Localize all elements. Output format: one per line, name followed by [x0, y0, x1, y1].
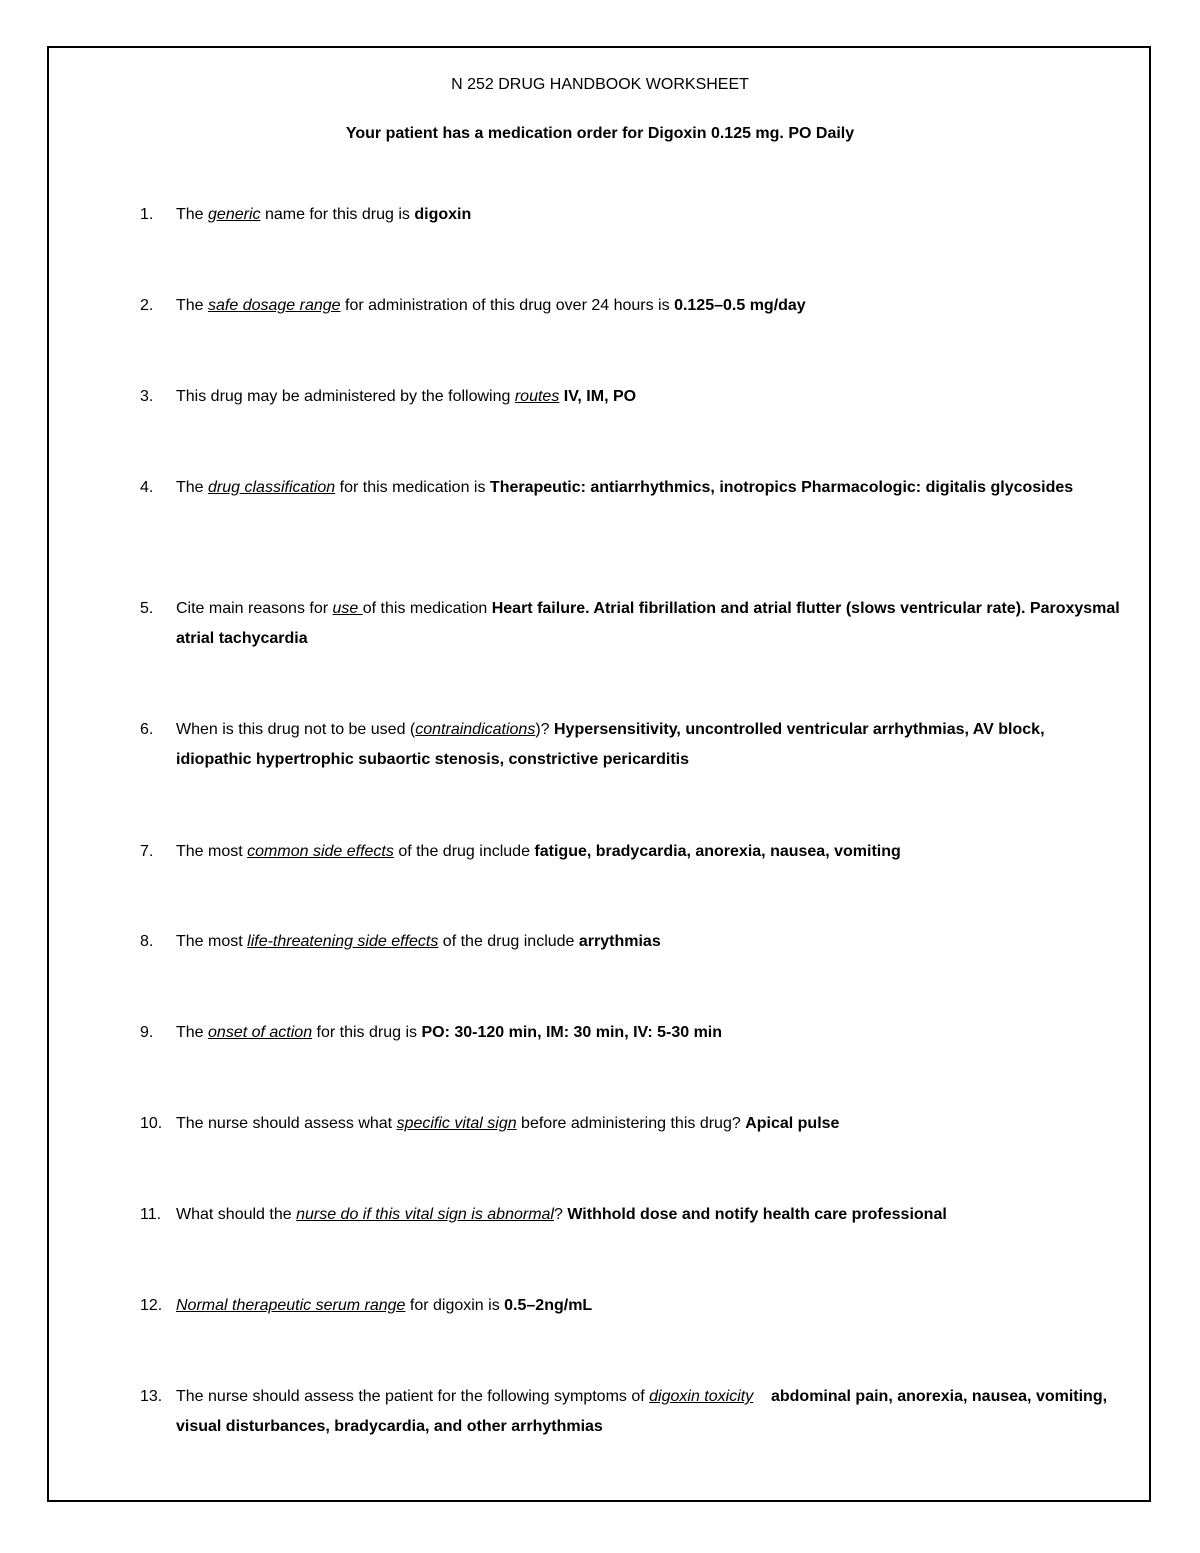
question-number: 12. [140, 1297, 163, 1314]
question-number: 8. [140, 933, 154, 950]
question-3 [140, 382, 1120, 412]
question-text: for digoxin is [405, 1297, 505, 1314]
question-term: Normal therapeutic serum range [176, 1297, 406, 1314]
question-term: common side effects [247, 843, 394, 860]
question-12 [140, 1291, 1120, 1321]
answer-text: fatigue, bradycardia, anorexia, nausea, vomiting [534, 843, 901, 860]
question-text: Cite main reasons for [176, 600, 333, 617]
question-term: drug classification [208, 479, 336, 496]
question-text: The [176, 297, 209, 314]
question-8 [140, 927, 1120, 957]
question-11 [140, 1200, 1120, 1230]
answer-text: Withhold dose and notify health care professional [567, 1206, 947, 1223]
answer-text: digoxin [414, 206, 472, 223]
answer-text: Hypersensitivity, uncontrolled ventricular arrhythmias, AV block, idiopathic hypertrophic subaortic stenosis, constrictive pericarditis [176, 721, 1045, 768]
question-text: This drug may be administered by the following [176, 388, 515, 405]
question-number: 9. [140, 1024, 154, 1041]
question-text: When is this drug not to be used ( [176, 721, 416, 738]
answer-text: 0.125–0.5 mg/day [674, 297, 806, 314]
question-text: The nurse should assess the patient for the following symptoms of [176, 1388, 650, 1405]
question-text: The [176, 206, 209, 223]
question-text: before administering this drug? [516, 1115, 746, 1132]
question-text: for this drug is [312, 1024, 422, 1041]
question-text: What should the [176, 1206, 297, 1223]
question-5 [140, 594, 1120, 654]
question-text: of the drug include [393, 843, 535, 860]
question-text: of the drug include [438, 933, 579, 950]
question-2 [140, 291, 1120, 321]
question-number: 6. [140, 721, 154, 738]
question-term: life-threatening side effects [247, 933, 439, 950]
answer-text: Heart failure. Atrial fibrillation and atrial flutter (slows ventricular rate). Paroxysmal atrial tachycardia [176, 600, 1120, 647]
answer-text: Apical pulse [745, 1115, 840, 1132]
question-1 [140, 200, 1120, 230]
question-term: digoxin toxicity [649, 1388, 754, 1405]
question-number: 11. [140, 1206, 162, 1223]
question-term: specific vital sign [396, 1115, 517, 1132]
question-text: The nurse should assess what [176, 1115, 397, 1132]
question-term: onset of action [208, 1024, 313, 1041]
question-term: use [332, 600, 363, 617]
answer-text: arrythmias [578, 933, 661, 950]
question-term: contraindications [415, 721, 536, 738]
question-number: 1. [140, 206, 154, 223]
question-6 [140, 715, 1120, 775]
question-term: nurse do if this vital sign is abnormal [296, 1206, 554, 1223]
question-term: routes [514, 388, 560, 405]
question-number: 10. [140, 1115, 163, 1132]
question-number: 13. [140, 1388, 163, 1405]
question-text: )? [535, 721, 554, 738]
question-number: 7. [140, 843, 154, 860]
question-13 [140, 1382, 1120, 1442]
question-number: 2. [140, 297, 154, 314]
question-text: The most [176, 843, 248, 860]
question-text: The [176, 1024, 209, 1041]
worksheet-title: N 252 DRUG HANDBOOK WORKSHEET [451, 76, 749, 93]
question-number: 5. [140, 600, 154, 617]
question-term: generic [208, 206, 261, 223]
answer-text: IV, IM, PO [563, 388, 637, 405]
question-number: 4. [140, 479, 154, 496]
medication-order: Your patient has a medication order for Digoxin 0.125 mg. PO Daily [345, 125, 855, 142]
question-text: of this medication [362, 600, 492, 617]
answer-text: 0.5–2ng/mL [504, 1297, 593, 1314]
question-text: name for this drug is [260, 206, 415, 223]
question-term: safe dosage range [208, 297, 341, 314]
question-text: for this medication is [335, 479, 490, 496]
question-number: 3. [140, 388, 154, 405]
answer-text: PO: 30-120 min, IM: 30 min, IV: 5-30 min [421, 1024, 723, 1041]
question-text [753, 1388, 771, 1405]
answer-text: abdominal pain, anorexia, nausea, vomiting, visual disturbances, bradycardia, and other arrhythmias [176, 1388, 1108, 1435]
question-text: ? [553, 1206, 568, 1223]
question-10 [140, 1109, 1120, 1139]
question-text: The [176, 479, 209, 496]
answer-text: Therapeutic: antiarrhythmics, inotropics Pharmacologic: digitalis glycosides [489, 479, 1074, 496]
question-4 [140, 473, 1120, 503]
question-text: for administration of this drug over 24 hours is [340, 297, 675, 314]
question-7 [140, 837, 1120, 867]
question-text: The most [176, 933, 248, 950]
question-9 [140, 1018, 1120, 1048]
